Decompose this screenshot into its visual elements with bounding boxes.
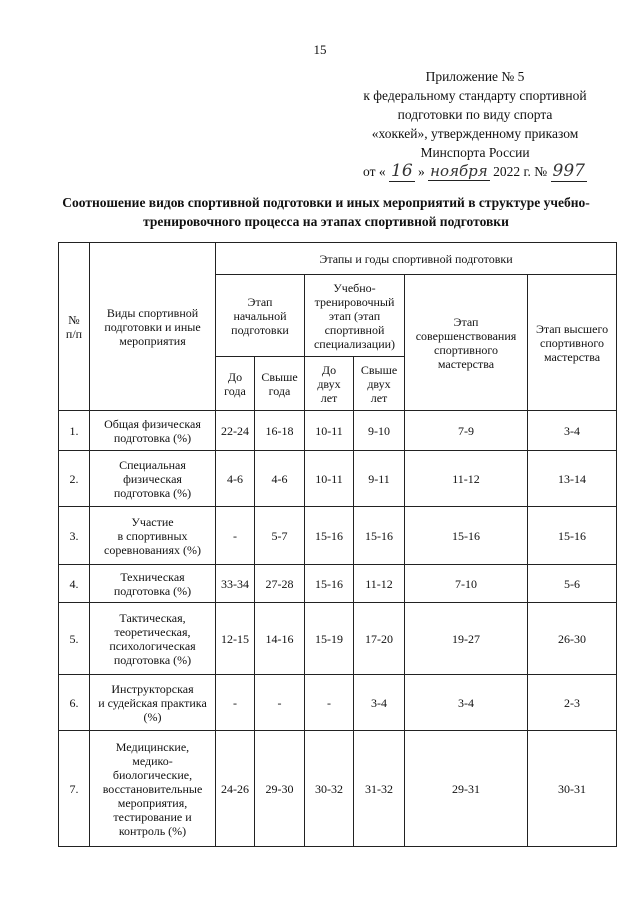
- row-value: -: [255, 675, 305, 731]
- row-value: 3-4: [405, 675, 528, 731]
- table-row: [59, 451, 617, 507]
- row-num: 5.: [59, 603, 90, 675]
- handwritten-order-number: 997: [552, 161, 585, 181]
- row-value: 4-6: [216, 451, 255, 507]
- row-name: Тактическая, теоретическая, психологическая подготовка (%): [90, 603, 216, 675]
- page-number: 15: [313, 42, 327, 57]
- row-value: 15-19: [305, 603, 354, 675]
- table-row: [59, 507, 617, 565]
- row-value: -: [305, 675, 354, 731]
- row-num: 3.: [59, 507, 90, 565]
- row-value: 24-26: [216, 731, 255, 847]
- row-num: 6.: [59, 675, 90, 731]
- row-num: 2.: [59, 451, 90, 507]
- table-row: [59, 731, 617, 847]
- row-name: Общая физическая подготовка (%): [90, 411, 216, 451]
- table-row: [59, 411, 617, 451]
- row-value: 15-16: [354, 507, 405, 565]
- header-stage-training: Учебно- тренировочный этап (этап спортивной специализации): [305, 275, 405, 357]
- row-value: 9-11: [354, 451, 405, 507]
- row-value: 15-16: [305, 507, 354, 565]
- row-value: 13-14: [528, 451, 617, 507]
- row-value: 15-16: [405, 507, 528, 565]
- row-value: 2-3: [528, 675, 617, 731]
- row-value: 26-30: [528, 603, 617, 675]
- appendix-line: «хоккей», утвержденному приказом: [371, 126, 579, 141]
- row-value: 11-12: [354, 565, 405, 603]
- training-ratio-table: [58, 242, 617, 847]
- header-stage-improvement: Этап совершенствования спортивного мастерства: [405, 275, 528, 411]
- row-value: 10-11: [305, 411, 354, 451]
- row-value: 29-30: [255, 731, 305, 847]
- table-row: [59, 565, 617, 603]
- row-name: Медицинские, медико- биологические, восстановительные мероприятия, тестирование и контроль (%): [90, 731, 216, 847]
- handwritten-month: ноября: [430, 162, 488, 180]
- header-stages-group: Этапы и годы спортивной подготовки: [216, 243, 617, 275]
- row-name: Техническая подготовка (%): [90, 565, 216, 603]
- row-value: 19-27: [405, 603, 528, 675]
- row-value: 5-7: [255, 507, 305, 565]
- appendix-line: подготовки по виду спорта: [397, 107, 553, 122]
- row-value: 5-6: [528, 565, 617, 603]
- row-value: -: [216, 507, 255, 565]
- row-value: 3-4: [528, 411, 617, 451]
- row-value: 15-16: [528, 507, 617, 565]
- header-sub-upto-two: До двух лет: [305, 357, 354, 411]
- date-prefix: от «: [363, 164, 386, 179]
- row-value: 33-34: [216, 565, 255, 603]
- table-row: [59, 675, 617, 731]
- row-value: 9-10: [354, 411, 405, 451]
- year-text: 2022 г. №: [493, 164, 548, 179]
- header-row: [59, 243, 617, 275]
- row-value: 30-32: [305, 731, 354, 847]
- row-value: 11-12: [405, 451, 528, 507]
- row-value: 12-15: [216, 603, 255, 675]
- handwritten-day: 16: [391, 161, 413, 181]
- row-name: Инструкторская и судейская практика (%): [90, 675, 216, 731]
- appendix-line: к федеральному стандарту спортивной: [363, 88, 587, 103]
- row-value: 27-28: [255, 565, 305, 603]
- row-value: 29-31: [405, 731, 528, 847]
- row-num: 1.: [59, 411, 90, 451]
- row-value: 7-10: [405, 565, 528, 603]
- row-value: 4-6: [255, 451, 305, 507]
- header-stage-initial: Этап начальной подготовки: [216, 275, 305, 357]
- header-types: Виды спортивной подготовки и иные мероприятия: [90, 243, 216, 411]
- appendix-line: Приложение № 5: [425, 69, 525, 84]
- row-value: -: [216, 675, 255, 731]
- row-value: 17-20: [354, 603, 405, 675]
- date-sep: »: [418, 164, 425, 179]
- row-num: 4.: [59, 565, 90, 603]
- header-num: № п/п: [59, 243, 90, 411]
- row-value: 7-9: [405, 411, 528, 451]
- table-row: [59, 603, 617, 675]
- row-name: Специальная физическая подготовка (%): [90, 451, 216, 507]
- row-value: 30-31: [528, 731, 617, 847]
- row-num: 7.: [59, 731, 90, 847]
- appendix-block: [330, 67, 620, 181]
- row-value: 10-11: [305, 451, 354, 507]
- order-date-line: [330, 162, 620, 181]
- appendix-line: Минспорта России: [420, 145, 530, 160]
- row-value: 15-16: [305, 565, 354, 603]
- header-stage-highest: Этап высшего спортивного мастерства: [528, 275, 617, 411]
- header-sub-over-year: Свыше года: [255, 357, 305, 411]
- header-sub-upto-year: До года: [216, 357, 255, 411]
- row-value: 22-24: [216, 411, 255, 451]
- row-value: 3-4: [354, 675, 405, 731]
- header-sub-over-two: Свыше двух лет: [354, 357, 405, 411]
- document-title: Соотношение видов спортивной подготовки и иных мероприятий в структуре учебно-тренировочного процесса на этапах спортивной подготовки: [62, 195, 590, 229]
- row-value: 16-18: [255, 411, 305, 451]
- row-name: Участие в спортивных соревнованиях (%): [90, 507, 216, 565]
- row-value: 14-16: [255, 603, 305, 675]
- row-value: 31-32: [354, 731, 405, 847]
